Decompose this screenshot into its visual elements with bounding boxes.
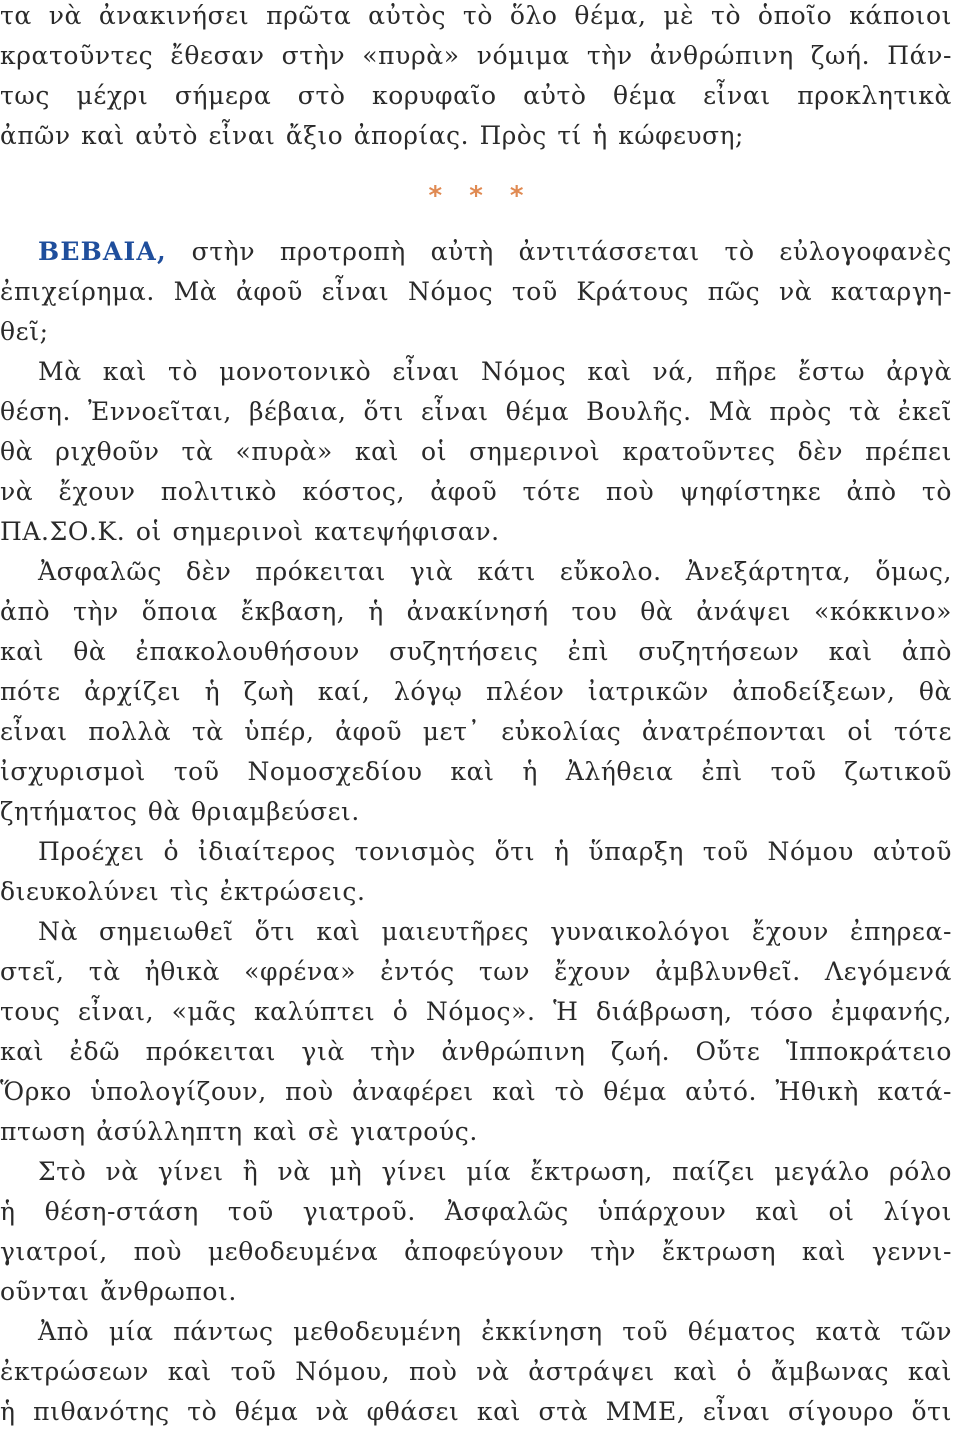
text-line [38,232,952,272]
section-separator: * * * [428,181,532,211]
text-line: τως μέχρι σήμερα στὸ κορυφαῖο αὐτὸ θέμα εἶναι προκλητικὰ [0,81,952,110]
text-line: ἐκτρώσεων καὶ τοῦ Νόμου, ποὺ νὰ ἀστράψει καὶ ὁ ἄμβωνας καὶ [0,1357,952,1386]
text-line: πτωση ἀσύλληπτη καὶ σὲ γιατρούς. [0,1117,478,1146]
text-line: Ὅρκο ὑπολογίζουν, ποὺ ἀναφέρει καὶ τὸ θέμα αὐτό. Ἠθικὴ κατά- [0,1077,952,1106]
text-line: Νὰ σημειωθεῖ ὅτι καὶ μαιευτῆρες γυναικολόγοι ἔχουν ἐπηρεα- [38,917,952,946]
text-line: Στὸ νὰ γίνει ἢ νὰ μὴ γίνει μία ἔκτρωση, παίζει μεγάλο ρόλο [38,1157,952,1186]
text-line: Προέχει ὁ ἰδιαίτερος τονισμὸς ὅτι ἡ ὕπαρξη τοῦ Νόμου αὐτοῦ [38,837,952,866]
text-line: πότε ἀρχίζει ἡ ζωὴ καί, λόγῳ πλέον ἰατρικῶν ἀποδείξεων, θὰ [0,677,952,706]
text-line: τους εἶναι, «μᾶς καλύπτει ὁ Νόμος». Ἡ διάβρωση, τόσο ἐμφανής, [0,997,952,1026]
text-line: στεῖ, τὰ ἠθικὰ «φρένα» ἐντός των ἔχουν ἀμβλυνθεῖ. Λεγόμενά [0,957,952,986]
text-line: ζητήματος θὰ θριαμβεύσει. [0,797,360,826]
text-line: Ἀσφαλῶς δὲν πρόκειται γιὰ κάτι εὔκολο. Ἀνεξάρτητα, ὅμως, [38,557,952,586]
text-line: Μὰ καὶ τὸ μονοτονικὸ εἶναι Νόμος καὶ νά, πῆρε ἔστω ἀργὰ [38,357,952,386]
text-line: κρατοῦντες ἔθεσαν στὴν «πυρὰ» νόμιμα τὴν ἀνθρώπινη ζωή. Πάν- [0,41,952,70]
text-line: θεῖ; [0,317,49,346]
text-line: ἡ θέση-στάση τοῦ γιατροῦ. Ἀσφαλῶς ὑπάρχουν καὶ οἱ λίγοι [0,1197,952,1226]
text-line: τα νὰ ἀνακινήσει πρῶτα αὐτὸς τὸ ὅλο θέμα, μὲ τὸ ὁποῖο κάποιοι [0,1,952,30]
text-line: ἡ πιθανότης τὸ θέμα νὰ φθάσει καὶ στὰ ΜΜΕ, εἶναι σίγουρο ὅτι [0,1397,952,1426]
line-text: στὴν προτροπὴ αὐτὴ ἀντιτάσσεται τὸ εὐλογοφανὲς [191,237,952,266]
lead-word: ΒΕΒΑΙΑ, [38,237,167,266]
text-line: νὰ ἔχουν πολιτικὸ κόστος, ἀφοῦ τότε ποὺ ψηφίστηκε ἀπὸ τὸ [0,477,952,506]
text-line: καὶ ἐδῶ πρόκειται γιὰ τὴν ἀνθρώπινη ζωή. Οὔτε Ἱπποκράτειο [0,1037,952,1066]
text-line: ἀπῶν καὶ αὐτὸ εἶναι ἄξιο ἀπορίας. Πρὸς τί ἡ κώφευση; [0,121,745,150]
text-line: ἐπιχείρημα. Μὰ ἀφοῦ εἶναι Νόμος τοῦ Κράτους πῶς νὰ καταργη- [0,277,952,306]
text-line: ΠΑ.ΣΟ.Κ. οἱ σημερινοὶ κατεψήφισαν. [0,517,500,546]
text-line: γιατροί, ποὺ μεθοδευμένα ἀποφεύγουν τὴν ἔκτρωση καὶ γεννι- [0,1237,952,1266]
text-line: εἶναι πολλὰ τὰ ὑπέρ, ἀφοῦ μετ᾽ εὐκολίας ἀνατρέπονται οἱ τότε [0,717,952,746]
text-line: ἀπὸ τὴν ὅποια ἔκβαση, ἡ ἀνακίνησή του θὰ ἀνάψει «κόκκινο» [0,597,952,626]
text-line: καὶ θὰ ἐπακολουθήσουν συζητήσεις ἐπὶ συζητήσεων καὶ ἀπὸ [0,637,952,666]
text-line: οῦνται ἄνθρωποι. [0,1277,237,1306]
text-line: ἰσχυρισμοὶ τοῦ Νομοσχεδίου καὶ ἡ Ἀλήθεια ἐπὶ τοῦ ζωτικοῦ [0,757,952,786]
text-line: θὰ ριχθοῦν τὰ «πυρὰ» καὶ οἱ σημερινοὶ κρατοῦντες δὲν πρέπει [0,437,952,466]
text-line: διευκολύνει τὶς ἐκτρώσεις. [0,877,366,906]
text-line: θέση. Ἐννοεῖται, βέβαια, ὅτι εἶναι θέμα Βουλῆς. Μὰ πρὸς τὰ ἐκεῖ [0,397,952,426]
text-line: Ἀπὸ μία πάντως μεθοδευμένη ἐκκίνηση τοῦ θέματος κατὰ τῶν [38,1317,952,1346]
